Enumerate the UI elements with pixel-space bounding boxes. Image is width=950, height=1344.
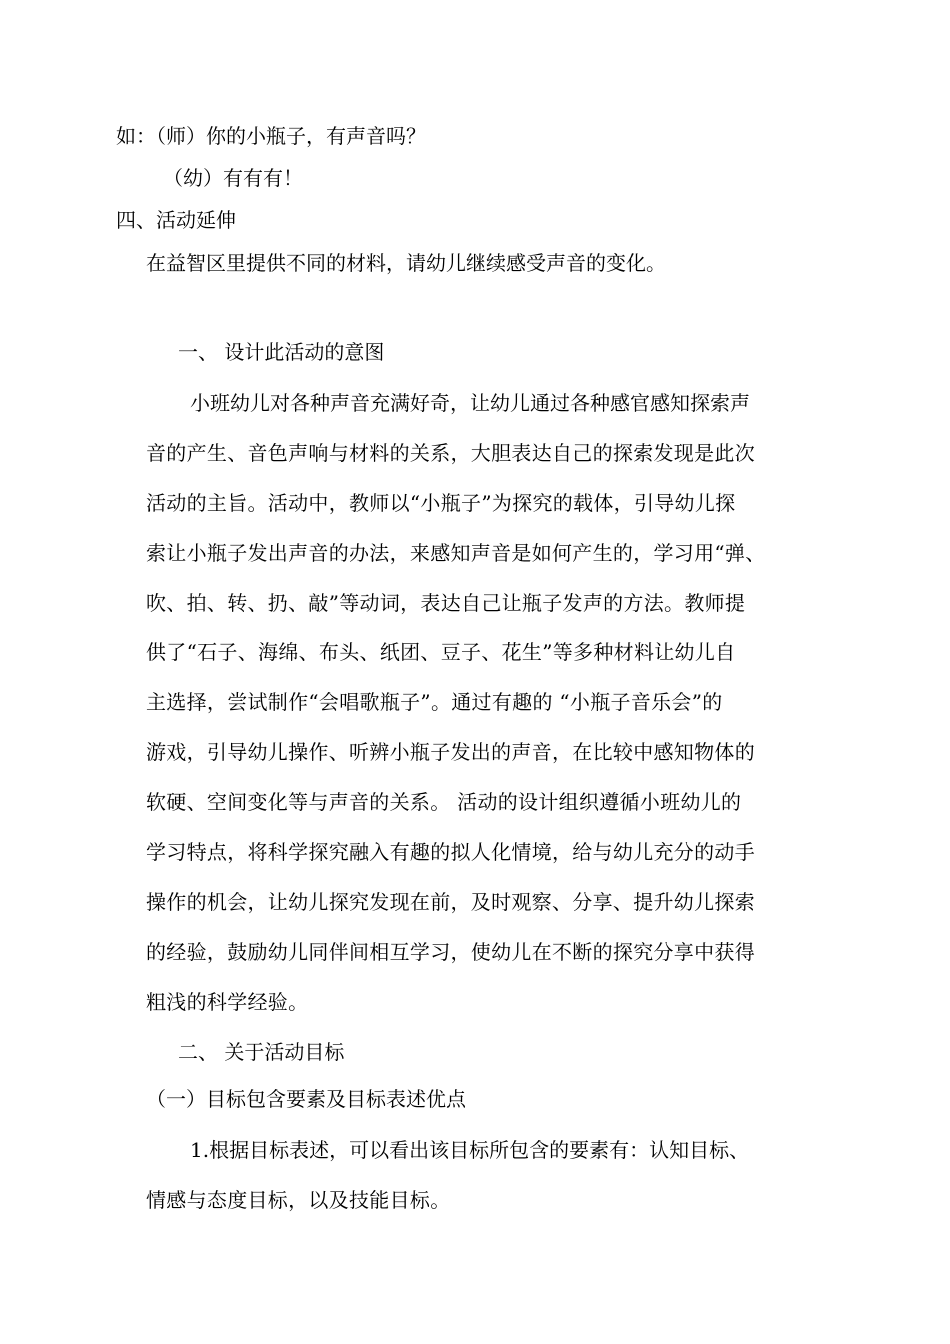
paragraph-line: 供了“石子、海绵、布头、纸团、豆子、花生”等多种材料让幼儿自	[146, 640, 736, 664]
paragraph-line: 吹、拍、转、扔、敲”等动词，表达自己让瓶子发声的方法。教师提	[146, 591, 746, 615]
section-two-subheading: （一）目标包含要素及目标表述优点	[146, 1087, 466, 1111]
extension-text: 在益智区里提供不同的材料，请幼儿继续感受声音的变化。	[146, 251, 666, 275]
paragraph-line: 的经验，鼓励幼儿同伴间相互学习，使幼儿在不断的探究分享中获得	[146, 940, 755, 964]
paragraph-line: 音的产生、音色声响与材料的关系，大胆表达自己的探索发现是此次	[146, 441, 755, 465]
item-line: 1.根据目标表述，可以看出该目标所包含的要素有：认知目标、	[190, 1138, 750, 1162]
example-child-line: （幼）有有有！	[163, 166, 303, 190]
paragraph-line: 主选择，尝试制作“会唱歌瓶子”。通过有趣的 “小瓶子音乐会”的	[146, 690, 723, 714]
paragraph-line: 游戏，引导幼儿操作、听辨小瓶子发出的声音，在比较中感知物体的	[146, 740, 755, 764]
section-two-heading: 二、 关于活动目标	[178, 1040, 345, 1064]
paragraph-line: 活动的主旨。活动中，教师以“小瓶子”为探究的载体，引导幼儿探	[146, 491, 736, 515]
paragraph-line: 操作的机会，让幼儿探究发现在前，及时观察、分享、提升幼儿探索	[146, 890, 755, 914]
extension-heading: 四、活动延伸	[116, 208, 236, 232]
paragraph-line: 小班幼儿对各种声音充满好奇，让幼儿通过各种感官感知探索声	[190, 391, 750, 415]
section-one-heading: 一、 设计此活动的意图	[178, 340, 385, 364]
paragraph-line: 学习特点，将科学探究融入有趣的拟人化情境，给与幼儿充分的动手	[146, 840, 755, 864]
item-line: 情感与态度目标，以及技能目标。	[146, 1188, 451, 1212]
paragraph-line: 索让小瓶子发出声音的办法，来感知声音是如何产生的，学习用“弹、	[146, 541, 766, 565]
paragraph-line: 粗浅的科学经验。	[146, 990, 309, 1014]
example-teacher-line: 如：（师）你的小瓶子，有声音吗？	[116, 124, 426, 148]
paragraph-line: 软硬、空间变化等与声音的关系。 活动的设计组织遵循小班幼儿的	[146, 790, 742, 814]
